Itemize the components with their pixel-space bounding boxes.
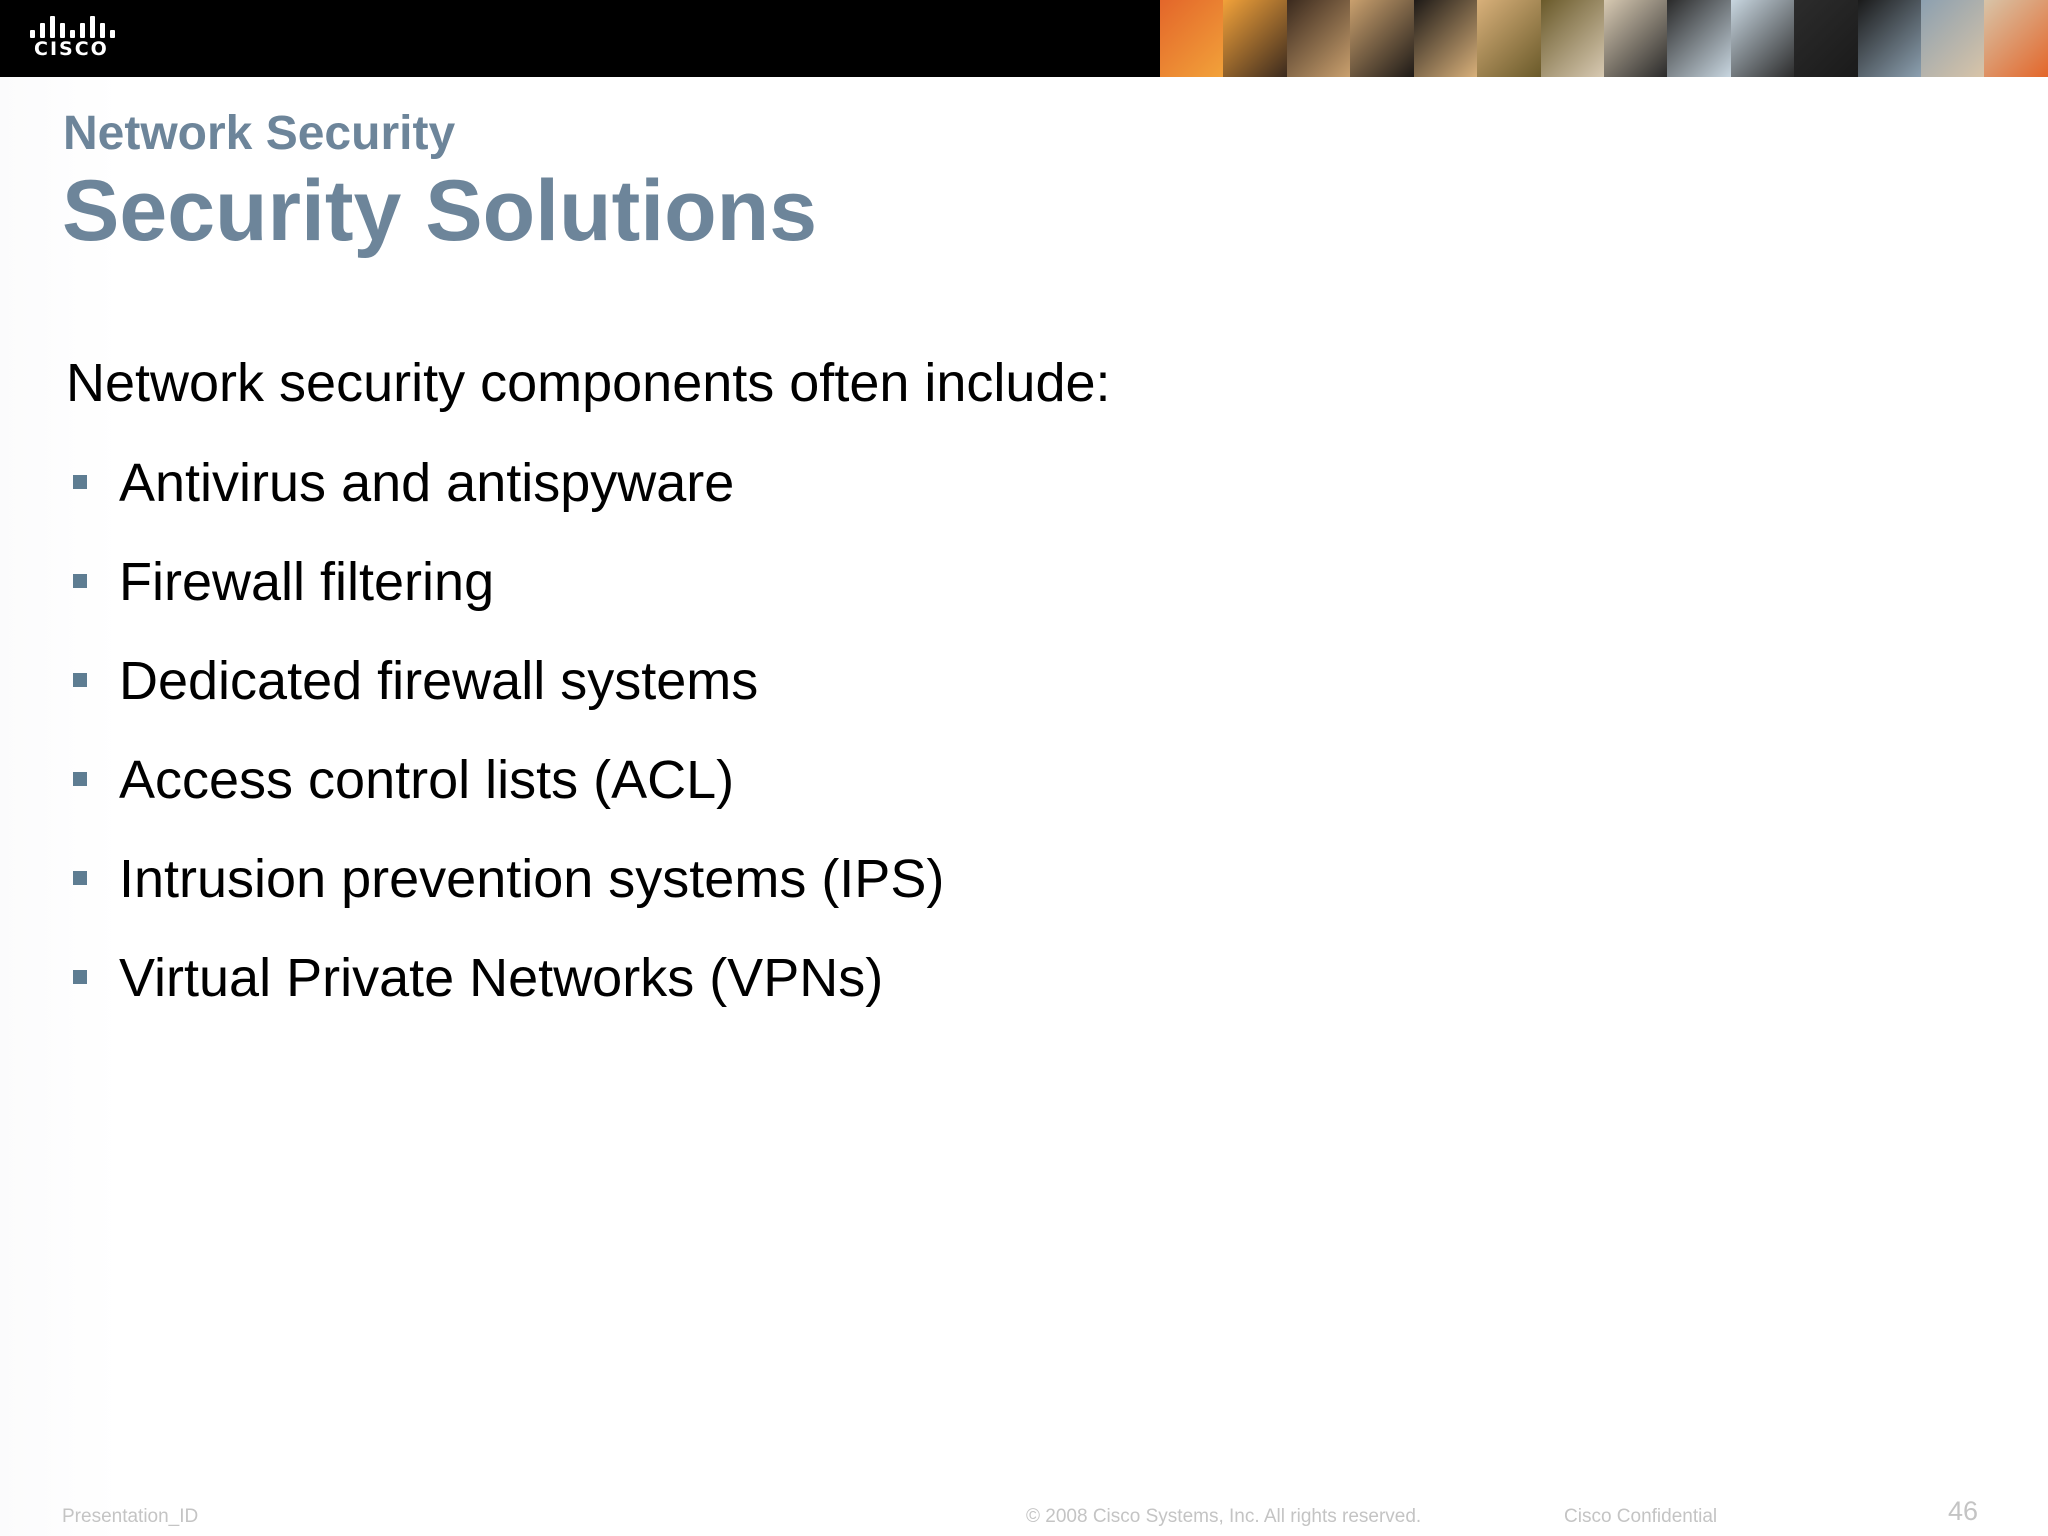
banner-photo-tile [1984, 0, 2047, 77]
footer-presentation-id: Presentation_ID [62, 1506, 199, 1527]
bullet-square-icon [73, 970, 87, 984]
page-number: 46 [1948, 1496, 1979, 1526]
left-edge-shade [0, 77, 120, 1536]
cisco-logo-text: CISCO [34, 38, 109, 60]
banner-photo-tile [1731, 0, 1794, 77]
bullet-square-icon [73, 871, 87, 885]
bullet-text: Access control lists (ACL) [119, 750, 735, 810]
banner-photo-tile [1287, 0, 1350, 77]
cisco-logo [30, 14, 120, 64]
footer-copyright: © 2008 Cisco Systems, Inc. All rights reserved. [1026, 1506, 1422, 1527]
bullet-text: Virtual Private Networks (VPNs) [119, 948, 884, 1008]
footer-confidential: Cisco Confidential [1564, 1506, 1718, 1527]
banner-photo-tile [1921, 0, 1984, 77]
slide-title: Security Solutions [62, 163, 818, 259]
slide-subtitle: Network Security [63, 107, 456, 160]
cisco-bars-icon [30, 14, 114, 38]
bullet-square-icon [73, 673, 87, 687]
banner-photo-tile [1858, 0, 1921, 77]
bullet-text: Dedicated firewall systems [119, 651, 759, 711]
bullet-square-icon [73, 574, 87, 588]
banner-photo-tile [1414, 0, 1477, 77]
banner-photo-tile [1667, 0, 1730, 77]
bullet-text: Firewall filtering [119, 552, 495, 612]
top-banner [0, 0, 2048, 77]
banner-photo-tile [1541, 0, 1604, 77]
bullet-square-icon [73, 772, 87, 786]
banner-photo-tile [1794, 0, 1857, 77]
banner-photo-tile [1477, 0, 1540, 77]
banner-photo-tile [1223, 0, 1286, 77]
intro-text: Network security components often include: [66, 353, 1111, 413]
banner-photo-tile [1350, 0, 1413, 77]
banner-photo-tile [1604, 0, 1667, 77]
bullet-text: Intrusion prevention systems (IPS) [119, 849, 945, 909]
photo-strip [1160, 0, 2048, 77]
bullet-text: Antivirus and antispyware [119, 453, 735, 513]
bullet-square-icon [73, 475, 87, 489]
banner-photo-tile [1160, 0, 1223, 77]
